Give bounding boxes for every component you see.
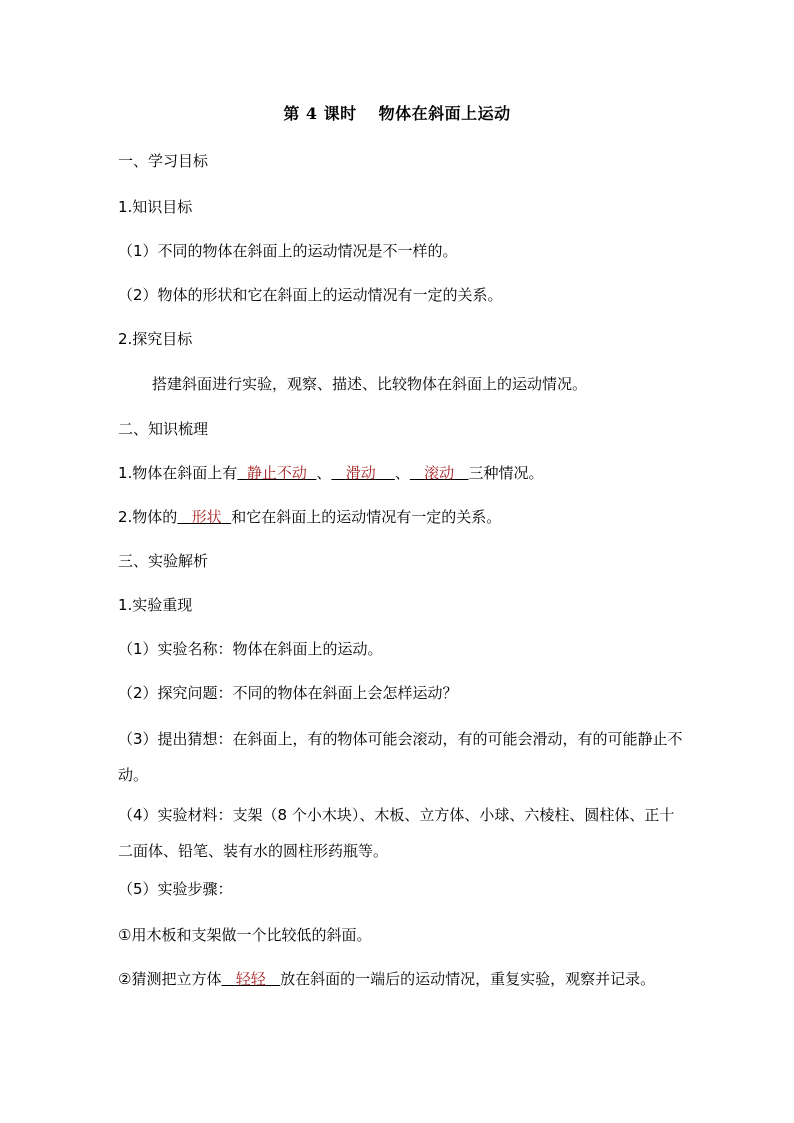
answer-blank: 滚动	[424, 464, 455, 482]
answer-blank: 滑动	[345, 464, 376, 482]
experiment-item-1: （1）实验名称：物体在斜面上的运动。	[118, 640, 383, 658]
title-lesson: 第 4 课时	[283, 104, 357, 123]
experiment-step-1: ①用木板和支架做一个比较低的斜面。	[118, 926, 372, 944]
section-heading-experiment: 三、实验解析	[118, 552, 209, 570]
experiment-item-3: （3）提出猜想：在斜面上，有的物体可能会滚动，有的可能会滑动，有的可能静止不动。	[118, 730, 683, 784]
knowledge-item-1: （1）不同的物体在斜面上的运动情况是不一样的。	[118, 242, 458, 260]
experiment-item-2: （2）探究问题：不同的物体在斜面上会怎样运动？	[118, 684, 458, 702]
answer-blank: 静止不动	[246, 464, 307, 482]
section-heading-knowledge: 二、知识梳理	[118, 420, 209, 438]
subheading-knowledge-goal: 1.知识目标	[118, 198, 193, 216]
answer-blank: 形状	[191, 508, 222, 526]
experiment-item-4: （4）实验材料：支架（8 个小木块）、木板、立方体、小球、六棱柱、圆柱体、正十二面体、铅笔、装有水的圆柱形药瓶等。	[118, 806, 675, 860]
subheading-inquiry-goal: 2.探究目标	[118, 330, 193, 348]
experiment-step-2: ②猜测把立方体 轻轻 放在斜面的一端后的运动情况，重复实验，观察并记录。	[118, 970, 656, 988]
section-heading-goals: 一、学习目标	[118, 152, 209, 170]
page-title	[0, 101, 794, 124]
knowledge-item-2: （2）物体的形状和它在斜面上的运动情况有一定的关系。	[118, 286, 503, 304]
experiment-item-5: （5）实验步骤：	[118, 880, 233, 898]
answer-blank: 轻轻	[235, 970, 266, 988]
subheading-experiment-replay: 1.实验重现	[118, 596, 193, 614]
title-topic: 物体在斜面上运动	[378, 104, 511, 123]
inquiry-goal-text: 搭建斜面进行实验，观察、描述、比较物体在斜面上的运动情况。	[152, 375, 588, 393]
fill-blank-question-2: 2.物体的 形状 和它在斜面上的运动情况有一定的关系。	[118, 508, 502, 526]
fill-blank-question-1: 1.物体在斜面上有 静止不动 、 滑动 、 滚动 三种情况。	[118, 464, 544, 482]
